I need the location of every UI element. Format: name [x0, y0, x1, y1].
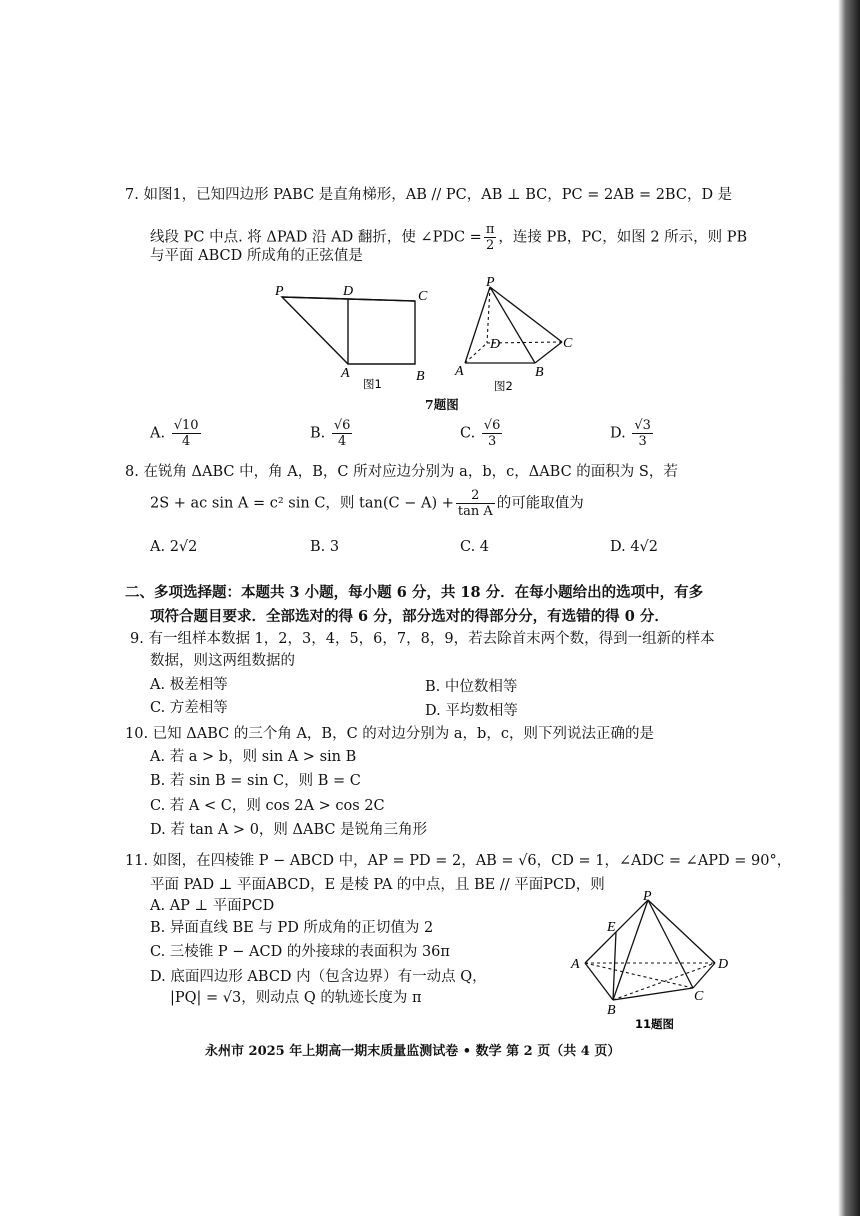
q7-line3: 与平面 ABCD 所成角的正弦值是: [150, 248, 363, 264]
fig11-edge-bc: [613, 988, 693, 1000]
q9-line2: 数据，则这两组数据的: [150, 653, 295, 669]
q7-option-c: [460, 418, 504, 449]
q8-line2: [150, 488, 584, 519]
q7-option-b-num: √6: [333, 418, 351, 433]
fig2-edge-bc: [535, 342, 562, 363]
q8-line1: 8. 在锐角 ΔABC 中，角 A，B，C 所对应边分别为 a，b，c，ΔABC 的面积为 S，若: [125, 464, 678, 480]
q7-option-c-num: √6: [483, 418, 501, 433]
fig11-label-a: A: [571, 957, 580, 972]
q7-frac-num: π: [485, 222, 495, 237]
q11-line2: 平面 PAD ⊥ 平面ABCD，E 是棱 PA 的中点，且 BE // 平面PCD，则: [150, 877, 605, 893]
fig11-label-d: D: [718, 957, 729, 972]
fig11-edge-pd: [648, 900, 715, 963]
scan-edge-shadow: [838, 0, 860, 1216]
section2-line2: 项符合题目要求．全部选对的得 6 分，部分选对的得部分分，有选错的得 0 分．: [150, 608, 669, 625]
q7-option-c-label: C.: [460, 425, 476, 442]
section2-line1: 二、多项选择题：本题共 3 小题，每小题 6 分，共 18 分．在每小题给出的选项中，有多: [125, 584, 704, 601]
q10-option-a: A. 若 a > b，则 sin A > sin B: [150, 749, 357, 765]
fig2-label-c: C: [563, 336, 573, 351]
q8-option-c: C. 4: [460, 539, 490, 555]
q7-option-b-label: B.: [310, 425, 326, 442]
q10-option-b: B. 若 sin B = sin C，则 B = C: [150, 773, 361, 789]
page-footer: 永州市 2025 年上期高一期末质量监测试卷 • 数学 第 2 页（共 4 页）: [205, 1044, 621, 1059]
q11-option-a: A. AP ⊥ 平面PCD: [150, 898, 275, 914]
fig11-label-e: E: [607, 920, 616, 935]
fig2-label-a: A: [455, 364, 464, 379]
q7-figure2: [450, 275, 590, 400]
q7-line1: 7. 如图1，已知四边形 PABC 是直角梯形，AB // PC，AB ⊥ BC，PC = 2AB = 2BC，D 是: [125, 187, 733, 203]
q8-frac-num: 2: [456, 488, 495, 504]
fig11-label-p: P: [643, 889, 652, 904]
q7-option-d-num: √3: [634, 418, 651, 433]
fig1-label-b: B: [416, 369, 425, 384]
q10-option-d: D. 若 tan A > 0，则 ΔABC 是锐角三角形: [150, 822, 428, 838]
q8-option-a: A. 2√2: [150, 539, 198, 555]
fig11-edge-pb: [613, 900, 648, 1000]
fig1-label-c: C: [418, 289, 428, 304]
q7-option-d-den: 3: [638, 434, 647, 449]
q11-figure: [565, 888, 745, 1033]
q7-figure-caption: 7题图: [425, 397, 459, 412]
q7-option-c-den: 3: [487, 434, 497, 449]
fig11-edge-pa: [585, 900, 648, 963]
q11-option-c: C. 三棱锥 P − ACD 的外接球的表面积为 36π: [150, 944, 450, 960]
fig2-label-p: P: [486, 275, 495, 290]
fig1-caption: 图1: [363, 377, 382, 391]
fig2-edge-pa: [465, 287, 490, 363]
q8-option-b: B. 3: [310, 539, 340, 555]
fig11-edge-eb: [613, 932, 616, 1000]
q11-option-d-line2: |PQ| = √3，则动点 Q 的轨迹长度为 π: [170, 990, 422, 1006]
fig1-label-a: A: [341, 366, 350, 381]
q7-line2b: ，连接 PB，PC，如图 2 所示，则 PB: [498, 229, 748, 246]
fig1-label-p: P: [275, 284, 284, 299]
fig2-label-d: D: [490, 337, 501, 352]
fig2-caption: 图2: [494, 379, 513, 393]
q7-option-a-den: 4: [181, 434, 191, 449]
q7-option-a-label: A.: [150, 425, 166, 442]
q7-option-b: [310, 418, 354, 449]
q10-option-c: C. 若 A < C，则 cos 2A > cos 2C: [150, 798, 385, 814]
fig11-caption: 11题图: [635, 1017, 675, 1031]
q8-line2a: 2S + ac sin A = c² sin C，则 tan(C − A) +: [150, 495, 454, 512]
q8-fraction: [456, 488, 495, 519]
q9-option-d: D. 平均数相等: [425, 703, 518, 719]
q7-frac-den: 2: [485, 238, 495, 253]
q11-option-b: B. 异面直线 BE 与 PD 所成角的正切值为 2: [150, 920, 434, 936]
q8-line2b: 的可能取值为: [496, 495, 584, 512]
q10-line1: 10. 已知 ΔABC 的三个角 A，B，C 的对边分别为 a，b，c，则下列说法正确的是: [125, 726, 654, 742]
q11-option-d: D. 底面四边形 ABCD 内（包含边界）有一动点 Q，: [150, 969, 487, 985]
fig2-label-b: B: [535, 365, 544, 380]
q7-fraction: [484, 222, 497, 253]
q7-option-a: [150, 418, 203, 449]
q9-line1: 9. 有一组样本数据 1，2，3，4，5，6，7，8，9，若去除首末两个数，得到一组新的样本: [130, 631, 715, 647]
q7-option-d-label: D.: [610, 425, 626, 442]
q7-figure1: [265, 280, 445, 405]
fig11-edge-pc: [648, 900, 693, 988]
q9-option-a: A. 极差相等: [150, 677, 228, 693]
q11-line1: 11. 如图，在四棱锥 P − ABCD 中，AP = PD = 2，AB = √6，CD = 1，∠ADC = ∠APD = 90°，: [125, 853, 792, 869]
q9-option-c: C. 方差相等: [150, 700, 228, 716]
q7-option-b-den: 4: [338, 434, 347, 449]
q7-option-a-num: √10: [173, 418, 199, 433]
q7-option-d: [610, 418, 655, 449]
q8-frac-den: tan A: [457, 504, 493, 519]
fig2-edge-pc: [490, 287, 562, 342]
q9-option-b: B. 中位数相等: [425, 679, 518, 695]
q7-line2a: 线段 PC 中点. 将 ΔPAD 沿 AD 翻折，使 ∠PDC =: [150, 229, 482, 246]
fig11-label-b: B: [607, 1003, 616, 1018]
q8-option-d: D. 4√2: [610, 539, 659, 555]
fig1-label-d: D: [343, 284, 354, 299]
fig11-label-c: C: [694, 989, 704, 1004]
